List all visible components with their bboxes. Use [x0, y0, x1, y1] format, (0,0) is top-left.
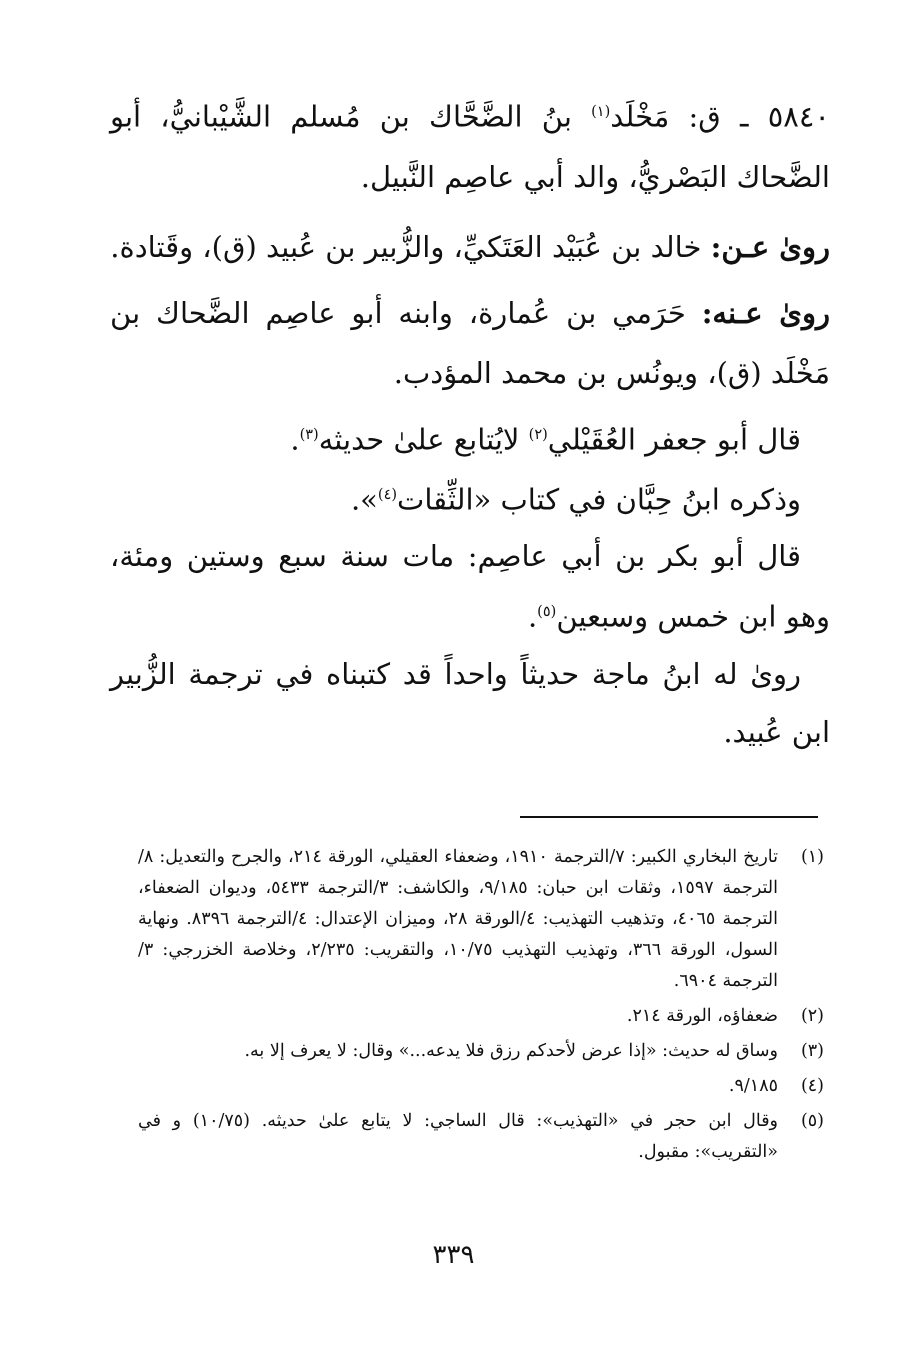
footnote-2 — [138, 1001, 824, 1032]
footnote-divider — [520, 816, 818, 818]
narrators-from-him — [110, 283, 830, 403]
footnote-number: (٤) — [800, 1076, 824, 1096]
footnote-number: (١) — [800, 847, 824, 867]
uqayli-statement — [110, 407, 830, 468]
footnote-text: ضعفاؤه، الورقة ٢١٤. — [626, 1006, 778, 1026]
entry-title: ٥٨٤٠ ـ ق: مَخْلَد — [610, 99, 830, 134]
footnote-ref-5[interactable]: (٥) — [537, 603, 557, 620]
footnote-text: تاريخ البخاري الكبير: ٧/الترجمة ١٩١٠، وضعفاء العقيلي، الورقة ٢١٤، والجرح والتعديل: ٨/الترجمة ١٥٩٧، وثقات ابن حبان: ٩/١٨٥، والكاشف: ٣/الترجمة ٥٤٣٣، وديوان الضعفاء، الترجمة ٤٠٦٥، وتذهيب التهذيب: ٤/الورقة ٢٨، وميزان الإعتدال: ٤/الترجمة ٨٣٩٦. ونهاية السول، الورقة ٣٦٦، وتهذيب التهذيب ١٠/٧٥، والتقريب: ٢/٢٣٥، وخلاصة الخزرجي: ٣/الترجمة ٦٩٠٤. — [138, 847, 778, 991]
narrated-from-text: خالد بن عُبَيْد العَتَكيِّ، والزُّبير بن عُبيد (ق)، وقَتادة. — [110, 229, 711, 264]
footnote-ref-2[interactable]: (٢) — [528, 426, 548, 443]
abu-bakr-statement — [110, 528, 830, 645]
footnote-4 — [138, 1071, 824, 1102]
footnote-ref-4[interactable]: (٤) — [377, 487, 398, 504]
uqayli-text-c: . — [290, 422, 300, 457]
ibn-majah-text: روىٰ له ابنُ ماجة حديثاً واحداً قد كتبناه في ترجمة الزُّبير ابن عُبيد. — [110, 656, 830, 749]
narrated-from-label: روىٰ عـن: — [710, 229, 830, 264]
footnote-ref-3[interactable]: (٣) — [299, 426, 319, 443]
page-number: ٣٣٩ — [432, 1240, 475, 1270]
hibban-text-b: ». — [350, 482, 378, 517]
abubakr-text-a: قال أبو بكر بن أبي عاصِم: مات سنة سبع وستين ومئة، وهو ابن خمس وسبعين — [110, 538, 830, 634]
ibn-hibban-statement — [110, 467, 830, 528]
entry-heading — [110, 82, 830, 207]
footnote-text: وقال ابن حجر في «التهذيب»: قال الساجي: لا يتابع علىٰ حديثه. (١٠/٧٥) و في «التقريب»: مقبول. — [138, 1111, 779, 1162]
hibban-text-a: وذكره ابنُ حِبَّان في كتاب «الثِّقات — [397, 482, 801, 517]
footnote-text: وساق له حديث: «إذا عرض لأحدكم رزق فلا يدعه...» وقال: لا يعرف إلا به. — [244, 1041, 778, 1061]
ibn-majah-statement — [110, 645, 830, 761]
footnote-5 — [138, 1106, 824, 1168]
footnotes — [138, 842, 824, 1172]
uqayli-text-b: لايُتابع علىٰ حديثه — [318, 422, 529, 457]
biography-entry — [110, 82, 830, 761]
footnote-number: (٥) — [800, 1111, 824, 1131]
abubakr-text-b: . — [527, 599, 538, 634]
uqayli-text-a: قال أبو جعفر العُقَيْلي — [547, 422, 801, 457]
footnote-number: (٢) — [800, 1006, 824, 1026]
entry-title-rest: بنُ الضَّحَّاك بن مُسلم الشَّيْبانيُّ، أبو الضَّحاك البَصْريُّ، والد أبي عاصِم النَّبيل. — [110, 99, 830, 194]
footnote-1 — [138, 842, 824, 997]
footnote-text: ٩/١٨٥. — [728, 1076, 778, 1096]
footnote-number: (٣) — [800, 1041, 824, 1061]
footnote-ref-1[interactable]: (١) — [591, 104, 611, 120]
narrated-from — [110, 217, 830, 277]
narrators-from-him-label: روىٰ عـنه: — [701, 295, 830, 330]
footnote-3 — [138, 1036, 824, 1067]
narrators-from-him-text: حَرَمي بن عُمارة، وابنه أبو عاصِم الضَّحاك بن مَخْلَد (ق)، ويونُس بن محمد المؤدب. — [110, 295, 830, 390]
